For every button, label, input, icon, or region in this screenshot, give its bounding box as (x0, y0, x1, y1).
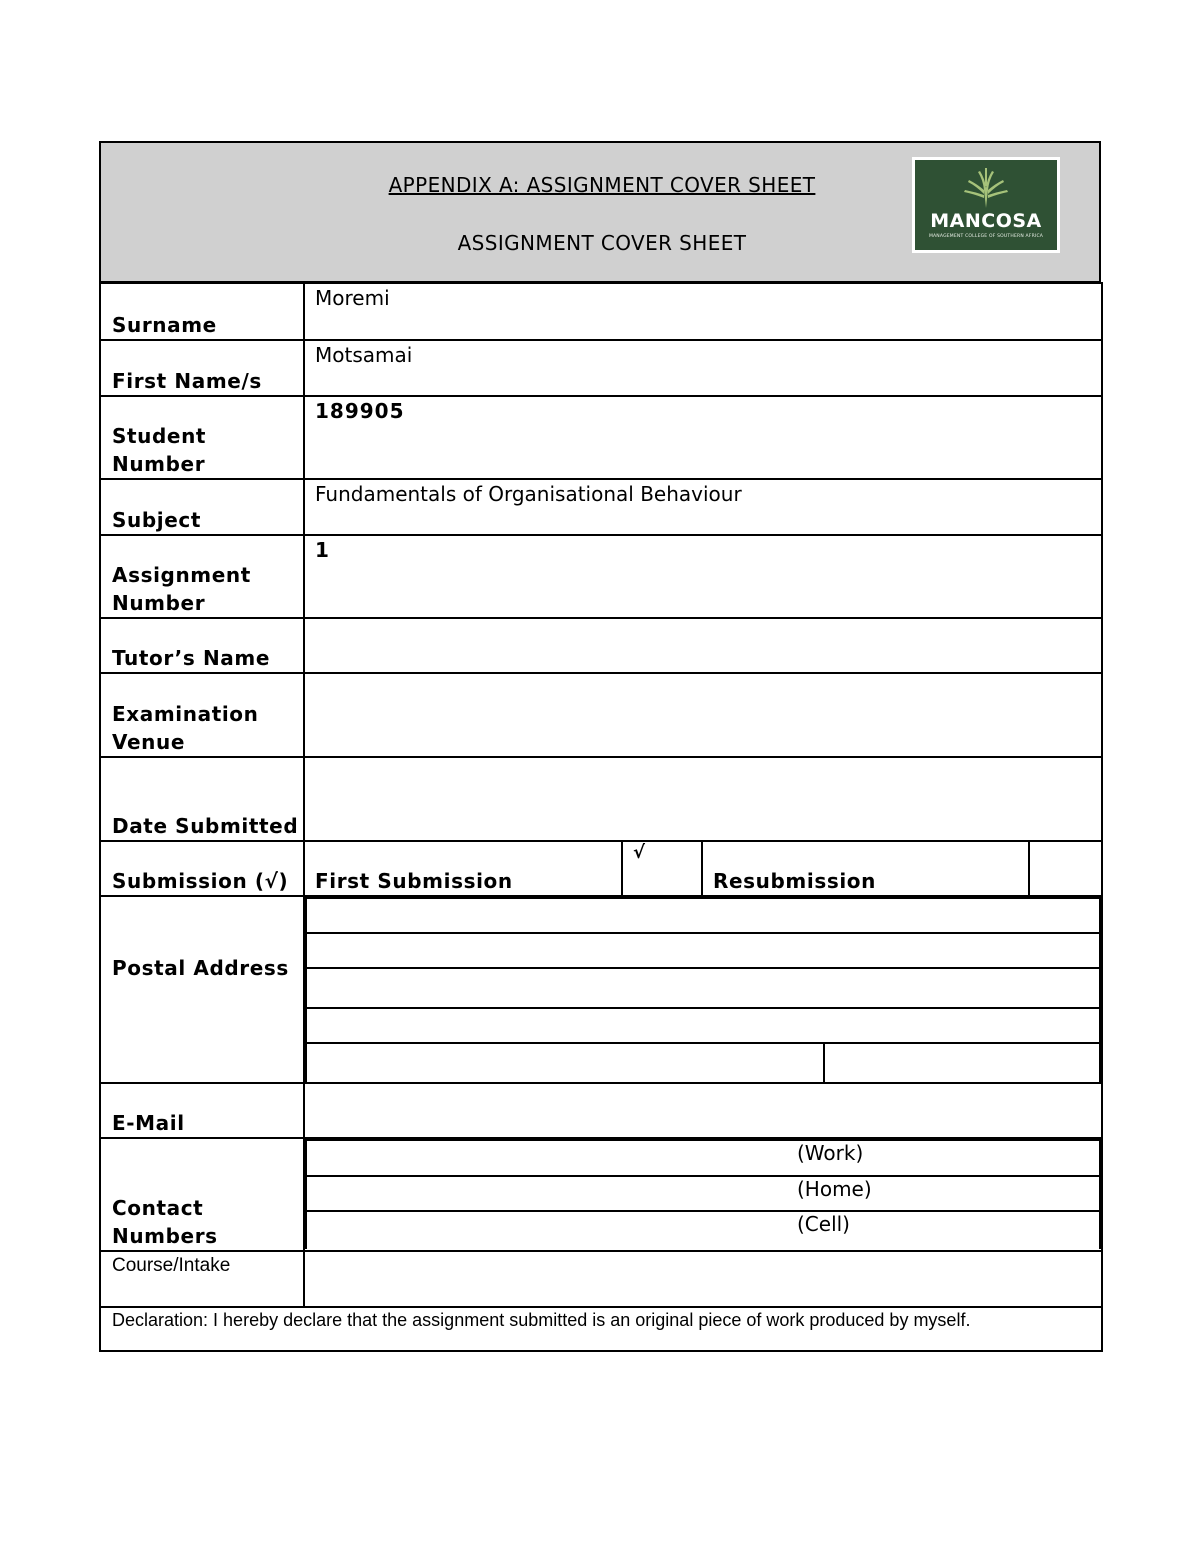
row-first-names (100, 340, 1102, 396)
postal-address-lines (305, 897, 1101, 1082)
first-submission-label: First Submission (304, 841, 622, 896)
email-field[interactable] (304, 1083, 1102, 1138)
first-names-label: First Name/s (100, 340, 304, 396)
row-postal-address (100, 896, 1102, 1083)
assignment-number-field[interactable]: 1 (304, 535, 1102, 618)
postal-line-4[interactable] (306, 1008, 1100, 1043)
row-date-submitted (100, 757, 1102, 841)
surname-label: Surname (100, 283, 304, 340)
course-intake-label: Course/Intake (100, 1251, 304, 1307)
submission-label: Submission (√) (100, 841, 304, 896)
subject-label: Subject (100, 479, 304, 535)
course-intake-field[interactable] (304, 1251, 1102, 1307)
exam-venue-label: Examination Venue (100, 673, 304, 757)
resubmission-checkbox[interactable] (1029, 841, 1102, 896)
email-label: E-Mail (100, 1083, 304, 1138)
postal-address-label: Postal Address (112, 955, 289, 980)
tutor-name-label: Tutor’s Name (100, 618, 304, 673)
postal-line-5[interactable] (306, 1043, 824, 1082)
declaration-text: Declaration: I hereby declare that the assignment submitted is an original piece of work produced by myself. (100, 1307, 1102, 1351)
postal-line-2[interactable] (306, 933, 1100, 968)
contact-number-lines (305, 1139, 1101, 1249)
sheet-subtitle: ASSIGNMENT COVER SHEET (457, 231, 747, 255)
row-contact-numbers (100, 1138, 1102, 1251)
row-tutor-name (100, 618, 1102, 673)
work-number-field[interactable]: (Work) (306, 1140, 1100, 1176)
student-number-label: Student Number (100, 396, 304, 479)
logo-tagline: MANAGEMENT COLLEGE OF SOUTHERN AFRICA (928, 234, 1044, 239)
exam-venue-field[interactable] (304, 673, 1102, 757)
row-student-number (100, 396, 1102, 479)
first-submission-checkbox[interactable]: √ (622, 841, 702, 896)
contact-numbers-label: Contact Numbers (100, 1138, 304, 1251)
row-declaration (100, 1307, 1102, 1351)
logo-wordmark: MANCOSA (930, 210, 1042, 232)
first-names-field[interactable]: Motsamai (304, 340, 1102, 396)
plant-logo-icon (962, 168, 1010, 208)
date-submitted-label: Date Submitted (100, 757, 304, 841)
postal-line-1[interactable] (306, 898, 1100, 933)
postal-code-field[interactable] (824, 1043, 1100, 1082)
date-submitted-field[interactable] (304, 757, 1102, 841)
row-surname (100, 283, 1102, 340)
appendix-title: APPENDIX A: ASSIGNMENT COVER SHEET (388, 173, 816, 197)
student-number-field[interactable]: 189905 (304, 396, 1102, 479)
row-course-intake (100, 1251, 1102, 1307)
mancosa-logo (912, 157, 1060, 253)
sheet-header (99, 141, 1101, 283)
row-email (100, 1083, 1102, 1138)
resubmission-label: Resubmission (702, 841, 1029, 896)
row-submission (100, 841, 1102, 896)
row-assignment-number (100, 535, 1102, 618)
home-number-field[interactable]: (Home) (306, 1176, 1100, 1211)
assignment-number-label: Assignment Number (100, 535, 304, 618)
cover-form-table (99, 282, 1103, 1352)
row-exam-venue (100, 673, 1102, 757)
tutor-name-field[interactable] (304, 618, 1102, 673)
surname-field[interactable]: Moremi (304, 283, 1102, 340)
cell-number-field[interactable]: (Cell) (306, 1211, 1100, 1249)
postal-line-3[interactable] (306, 968, 1100, 1008)
subject-field[interactable]: Fundamentals of Organisational Behaviour (304, 479, 1102, 535)
row-subject (100, 479, 1102, 535)
